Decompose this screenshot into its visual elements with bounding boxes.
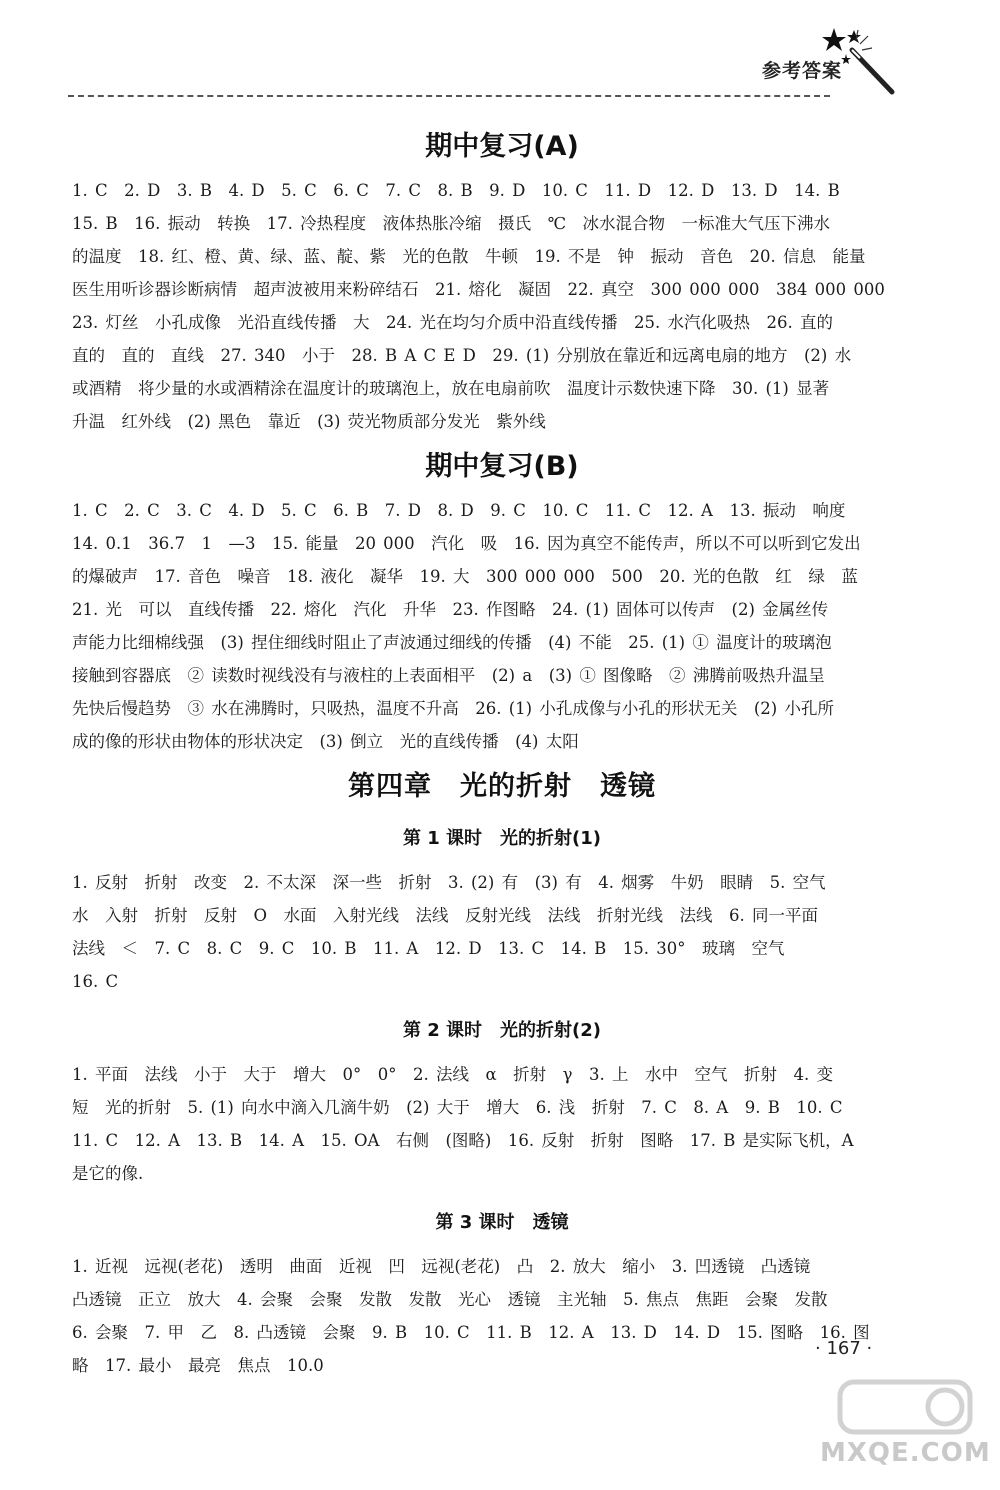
answer-line: 短 光的折射 5. (1) 向水中滴入几滴牛奶 (2) 大于 增大 6. 浅 折射 7. C 8. A 9. B 10. C <box>72 1098 843 1117</box>
answer-line: 法线 ＜ 7. C 8. C 9. C 10. B 11. A 12. D 13. C 14. B 15. 30° 玻璃 空气 <box>72 939 785 958</box>
answer-line: 23. 灯丝 小孔成像 光沿直线传播 大 24. 光在均匀介质中沿直线传播 25. 水汽化吸热 26. 直的 <box>72 313 833 332</box>
answer-line: 凸透镜 正立 放大 4. 会聚 会聚 发散 发散 光心 透镜 主光轴 5. 焦点 焦距 会聚 发散 <box>72 1290 828 1309</box>
watermark-logo <box>820 1372 990 1482</box>
lesson-2-answers <box>72 1058 932 1190</box>
answer-line: 11. C 12. A 13. B 14. A 15. OA 右侧 (图略) 16. 反射 折射 图略 17. B 是实际飞机，A <box>72 1131 854 1150</box>
section-midterm-a-answers <box>72 174 932 438</box>
answer-line: 15. B 16. 振动 转换 17. 冷热程度 液体热胀冷缩 摄氏 ℃ 冰水混合物 一标准大气压下沸水 <box>72 214 831 233</box>
answer-line: 6. 会聚 7. 甲 乙 8. 凸透镜 会聚 9. B 10. C 11. B 12. A 13. D 14. D 15. 图略 16. 图 <box>72 1323 870 1342</box>
page-header <box>0 0 1000 110</box>
header-divider <box>68 95 830 97</box>
page-number: · 167 · <box>815 1338 873 1359</box>
answer-line: 成的像的形状由物体的形状决定 (3) 倒立 光的直线传播 (4) 太阳 <box>72 732 579 751</box>
section-title-midterm-b: 期中复习(B) <box>425 451 579 482</box>
chapter-title: 第四章 光的折射 透镜 <box>348 771 656 802</box>
header-label: 参考答案 <box>761 60 842 82</box>
section-midterm-b-answers <box>72 494 932 758</box>
answer-line: 1. 平面 法线 小于 大于 增大 0° 0° 2. 法线 α 折射 γ 3. 上 水中 空气 折射 4. 变 <box>72 1065 833 1084</box>
answer-line: 声能力比细棉线强 (3) 捏住细线时阻止了声波通过细线的传播 (4) 不能 25. (1) ① 温度计的玻璃泡 <box>72 633 832 652</box>
watermark-text: MXQE.COM <box>820 1438 991 1468</box>
answer-line: 接触到容器底 ② 读数时视线没有与液柱的上表面相平 (2) a (3) ① 图像略 ② 沸腾前吸热升温呈 <box>72 666 825 685</box>
section-title-midterm-a: 期中复习(A) <box>425 131 579 162</box>
lesson-title-1: 第 1 课时 光的折射(1) <box>402 828 602 849</box>
answer-content <box>72 118 932 1382</box>
lesson-1-answers <box>72 866 932 998</box>
watermark-emblem-icon <box>820 1372 990 1442</box>
answer-line: 16. C <box>72 972 119 991</box>
answer-line: 21. 光 可以 直线传播 22. 熔化 汽化 升华 23. 作图略 24. (1) 固体可以传声 (2) 金属丝传 <box>72 600 829 619</box>
magic-wand-stars-icon <box>814 20 904 100</box>
answer-line: 1. 近视 远视(老花) 透明 曲面 近视 凹 远视(老花) 凸 2. 放大 缩小 3. 凹透镜 凸透镜 <box>72 1257 811 1276</box>
answer-line: 的爆破声 17. 音色 噪音 18. 液化 凝华 19. 大 300 000 000 500 20. 光的色散 红 绿 蓝 <box>72 567 858 586</box>
answer-line: 的温度 18. 红、橙、黄、绿、蓝、靛、紫 光的色散 牛顿 19. 不是 钟 振动 音色 20. 信息 能量 <box>72 247 866 266</box>
answer-line: 1. C 2. C 3. C 4. D 5. C 6. B 7. D 8. D 9. C 10. C 11. C 12. A 13. 振动 响度 <box>72 501 846 520</box>
lesson-title-2: 第 2 课时 光的折射(2) <box>402 1020 602 1041</box>
lesson-3-answers <box>72 1250 932 1382</box>
answer-line: 是它的像. <box>72 1164 144 1183</box>
answer-line: 直的 直的 直线 27. 340 小于 28. B A C E D 29. (1) 分别放在靠近和远离电扇的地方 (2) 水 <box>72 346 852 365</box>
answer-line: 14. 0.1 36.7 1 —3 15. 能量 20 000 汽化 吸 16. 因为真空不能传声，所以不可以听到它发出 <box>72 534 861 553</box>
answer-line: 医生用听诊器诊断病情 超声波被用来粉碎结石 21. 熔化 凝固 22. 真空 300 000 000 384 000 000 <box>72 280 885 299</box>
answer-line: 或酒精 将少量的水或酒精涂在温度计的玻璃泡上，放在电扇前吹 温度计示数快速下降 30. (1) 显著 <box>72 379 830 398</box>
answer-line: 先快后慢趋势 ③ 水在沸腾时，只吸热，温度不升高 26. (1) 小孔成像与小孔的形状无关 (2) 小孔所 <box>72 699 834 718</box>
answer-line: 水 入射 折射 反射 O 水面 入射光线 法线 反射光线 法线 折射光线 法线 6. 同一平面 <box>72 906 819 925</box>
lesson-title-3: 第 3 课时 透镜 <box>435 1212 569 1233</box>
answer-line: 1. 反射 折射 改变 2. 不太深 深一些 折射 3. (2) 有 (3) 有 4. 烟雾 牛奶 眼睛 5. 空气 <box>72 873 826 892</box>
answer-line: 1. C 2. D 3. B 4. D 5. C 6. C 7. C 8. B 9. D 10. C 11. D 12. D 13. D 14. B <box>72 181 840 200</box>
answer-line: 略 17. 最小 最亮 焦点 10.0 <box>72 1356 324 1375</box>
answer-line: 升温 红外线 (2) 黑色 靠近 (3) 荧光物质部分发光 紫外线 <box>72 412 546 431</box>
